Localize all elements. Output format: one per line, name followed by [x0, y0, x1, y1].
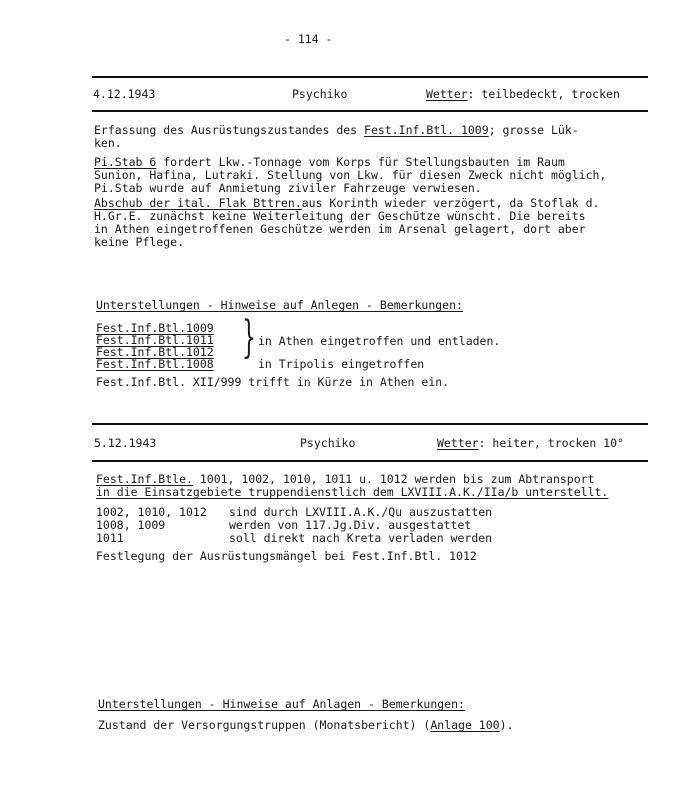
section-heading: Unterstellungen - Hinweise auf Anlegen - Bemerkungen:	[96, 298, 463, 312]
paragraph-line: ken.	[94, 136, 122, 150]
weather-label: Wetter	[437, 436, 479, 450]
entry-place: Psychiko	[300, 436, 356, 450]
table-row-text: soll direkt nach Kreta verladen werden	[229, 531, 493, 545]
text-span: Zustand der Versorgungstruppen (Monatsbericht) (	[98, 718, 431, 732]
weather-value: : heiter, trocken 10°	[478, 436, 624, 450]
header-rule-bottom	[92, 460, 648, 462]
unit-underlined: Fest.Inf.Btl. 1009	[364, 123, 489, 137]
weather	[437, 437, 624, 450]
paragraph-line	[94, 124, 579, 137]
paragraph-line: Pi.Stab wurde auf Anmietung ziviler Fahrzeuge verwiesen.	[94, 181, 482, 195]
text-span: Erfassung des Ausrüstungszustandes des	[94, 123, 365, 137]
annex-reference: Anlage 100	[430, 718, 500, 732]
unit-line: Fest.Inf.Btl.1008	[96, 357, 214, 371]
paragraph-line: in die Einsatzgebiete truppendienstlich dem LXVIII.A.K./IIa/b unterstellt.	[96, 485, 609, 499]
paragraph-line: Sunion, Hafina, Lutraki. Stellung von Lkw. für diesen Zweck nicht möglich,	[94, 168, 607, 182]
table-row: 1008, 1009	[96, 518, 166, 532]
header-rule-bottom	[92, 110, 648, 112]
unit-underlined: Pi.Stab 6	[94, 155, 157, 169]
table-row: 1011	[96, 531, 124, 545]
section-heading: Unterstellungen - Hinweise auf Anlagen - Bemerkungen:	[98, 697, 465, 711]
paragraph-line: keine Pflege.	[94, 235, 185, 249]
header-rule-top	[92, 423, 648, 425]
closing-line	[98, 719, 513, 732]
closing-line: Fest.Inf.Btl. XII/999 trifft in Kürze in Athen ein.	[96, 375, 450, 389]
text-span: fordert Lkw.-Tonnage vom Korps für Stellungsbauten im Raum	[156, 155, 565, 169]
unit-line: Fest.Inf.Btl.1012	[96, 345, 214, 359]
text-span: 1001, 1002, 1010, 1011 u. 1012 werden bis zum Abtransport	[192, 472, 595, 486]
table-row-text: werden von 117.Jg.Div. ausgestattet	[229, 518, 472, 532]
header-rule-top	[92, 76, 648, 78]
entry-date: 4.12.1943	[93, 87, 156, 101]
weather-value: : teilbedeckt, trocken	[467, 87, 620, 101]
page-number: - 114 -	[284, 32, 333, 46]
brace-icon: }	[242, 312, 256, 363]
unit-underlined: Fest.Inf.Btle.	[96, 472, 193, 486]
table-row: 1002, 1010, 1012	[96, 505, 207, 519]
text-span: aus Korinth wieder verzögert, da Stoflak d.	[301, 196, 600, 210]
unit-line: Fest.Inf.Btl.1009	[96, 321, 214, 335]
brace-note: in Athen eingetroffen und entladen.	[258, 334, 501, 348]
text-span: ; grosse Lük-	[488, 123, 579, 137]
table-row-text: sind durch LXVIII.A.K./Qu auszustatten	[229, 505, 493, 519]
tripolis-note: in Tripolis eingetroffen	[258, 357, 425, 371]
paragraph-line: in Athen eingetroffenen Geschütze werden im Arsenal gelagert, dort aber	[94, 222, 586, 236]
paragraph-line: H.Gr.E. zunächst keine Weiterleitung der Geschütze wünscht. Die bereits	[94, 209, 586, 223]
text-span: ).	[499, 718, 514, 732]
weather	[426, 88, 620, 101]
unit-underlined: Abschub der ital. Flak Bttren.	[94, 196, 302, 210]
paragraph-line: Festlegung der Ausrüstungsmängel bei Fest.Inf.Btl. 1012	[96, 549, 477, 563]
entry-date: 5.12.1943	[94, 436, 157, 450]
entry-place: Psychiko	[292, 87, 348, 101]
unit-line: Fest.Inf.Btl.1011	[96, 333, 214, 347]
weather-label: Wetter	[426, 87, 468, 101]
